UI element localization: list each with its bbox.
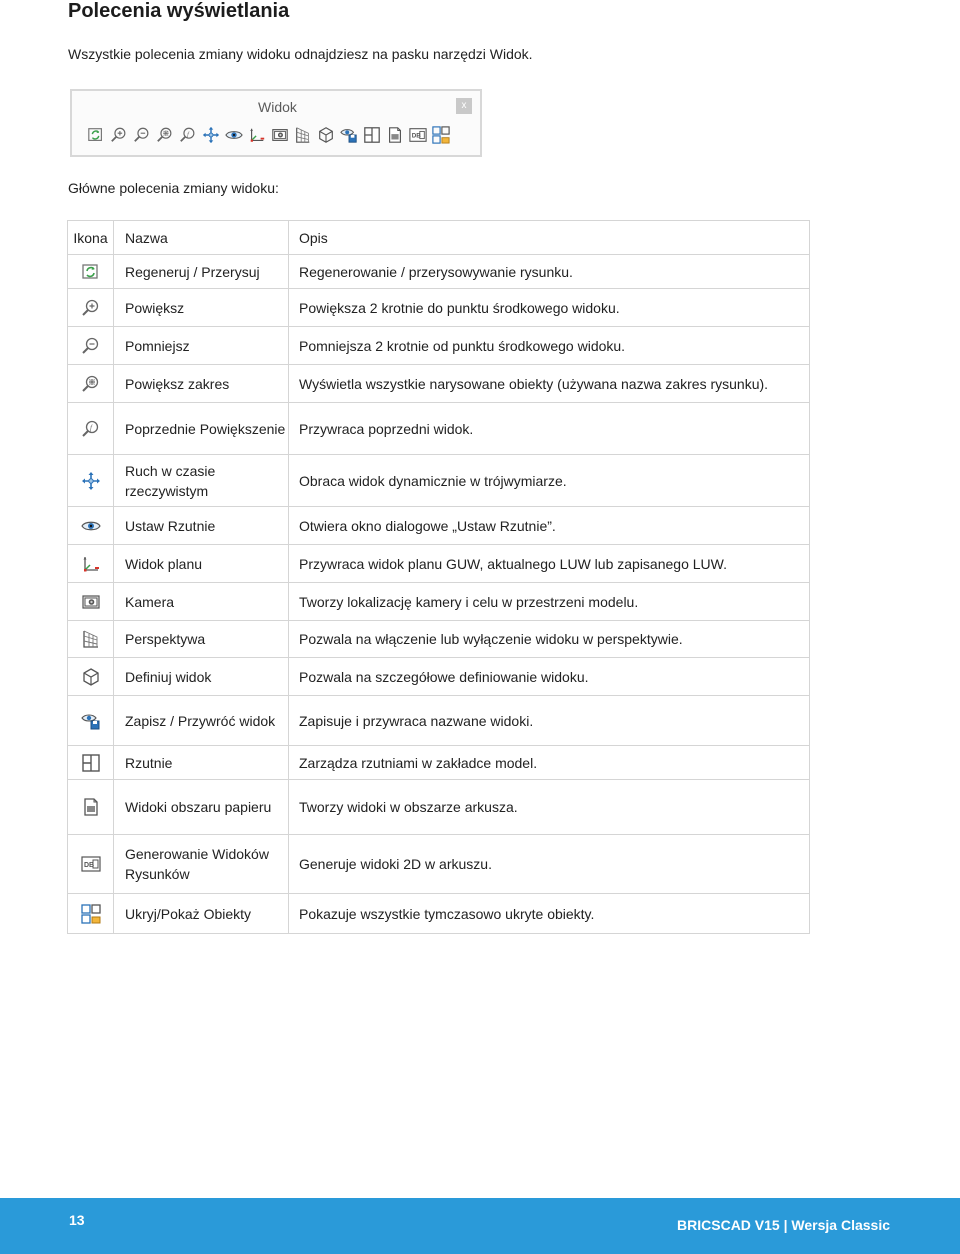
command-description: Zarządza rzutniami w zakładce model.	[289, 746, 810, 780]
command-description: Obraca widok dynamicznie w trójwymiarze.	[289, 455, 810, 507]
save-view-icon	[81, 711, 101, 731]
layout-view-icon	[81, 797, 101, 817]
table-row	[68, 780, 810, 835]
view-eye-icon	[81, 516, 101, 536]
row-icon-cell	[68, 455, 114, 507]
command-name: Perspektywa	[114, 621, 289, 658]
camera-icon	[270, 125, 290, 145]
table-row	[68, 365, 810, 403]
table-row	[68, 327, 810, 365]
table-row	[68, 455, 810, 507]
row-icon-cell	[68, 746, 114, 780]
perspective-icon	[81, 629, 101, 649]
row-icon-cell	[68, 507, 114, 545]
command-description: Pozwala na szczegółowe definiowanie widoku.	[289, 658, 810, 696]
toolbar-icons	[86, 125, 451, 145]
command-name: Ukryj/Pokaż Obiekty	[114, 894, 289, 934]
command-description: Otwiera okno dialogowe „Ustaw Rzutnie”.	[289, 507, 810, 545]
table-row	[68, 255, 810, 289]
table-row	[68, 545, 810, 583]
row-icon-cell	[68, 255, 114, 289]
svg-text:f: f	[187, 130, 189, 138]
toolbar-title: Widok	[258, 99, 297, 115]
command-name: Pomniejsz	[114, 327, 289, 365]
page-footer	[0, 1198, 960, 1254]
command-description: Pokazuje wszystkie tymczasowo ukryte obiekty.	[289, 894, 810, 934]
zoom-previous-icon	[81, 419, 101, 439]
page-title: Polecenia wyświetlania	[68, 0, 290, 22]
command-description: Zapisuje i przywraca nazwane widoki.	[289, 696, 810, 746]
view-toolbar-screenshot	[70, 89, 482, 157]
plan-view-icon	[81, 554, 101, 574]
command-name: Generowanie Widoków Rysunków	[114, 835, 289, 894]
command-name: Widoki obszaru papieru	[114, 780, 289, 835]
row-icon-cell	[68, 365, 114, 403]
header-desc: Opis	[289, 221, 810, 255]
drawing-views-icon	[408, 125, 428, 145]
save-view-icon	[339, 125, 359, 145]
zoom-previous-icon	[178, 125, 198, 145]
command-name: Zapisz / Przywróć widok	[114, 696, 289, 746]
close-icon: x	[456, 98, 472, 114]
product-name: BRICSCAD V15 | Wersja Classic	[677, 1217, 890, 1233]
row-icon-cell	[68, 327, 114, 365]
regen-icon	[81, 262, 101, 282]
row-icon-cell	[68, 894, 114, 934]
command-name: Widok planu	[114, 545, 289, 583]
cube-icon	[81, 667, 101, 687]
table-row	[68, 894, 810, 934]
pan-icon	[201, 125, 221, 145]
row-icon-cell	[68, 658, 114, 696]
command-name: Ustaw Rzutnie	[114, 507, 289, 545]
command-description: Powiększa 2 krotnie do punktu środkowego widoku.	[289, 289, 810, 327]
command-name: Kamera	[114, 583, 289, 621]
command-name: Rzutnie	[114, 746, 289, 780]
row-icon-cell	[68, 696, 114, 746]
svg-text:f: f	[89, 423, 92, 432]
table-row	[68, 658, 810, 696]
section-subheading: Główne polecenia zmiany widoku:	[68, 180, 279, 196]
table-row	[68, 583, 810, 621]
intro-text: Wszystkie polecenia zmiany widoku odnajdziesz na pasku narzędzi Widok.	[68, 46, 533, 62]
cube-icon	[316, 125, 336, 145]
command-description: Pozwala na włączenie lub wyłączenie widoku w perspektywie.	[289, 621, 810, 658]
layout-view-icon	[385, 125, 405, 145]
zoom-in-icon	[109, 125, 129, 145]
row-icon-cell	[68, 621, 114, 658]
table-row	[68, 835, 810, 894]
row-icon-cell	[68, 835, 114, 894]
command-name: Definiuj widok	[114, 658, 289, 696]
command-description: Wyświetla wszystkie narysowane obiekty (używana nazwa zakres rysunku).	[289, 365, 810, 403]
command-description: Tworzy lokalizację kamery i celu w przestrzeni modelu.	[289, 583, 810, 621]
zoom-in-icon	[81, 298, 101, 318]
perspective-icon	[293, 125, 313, 145]
row-icon-cell	[68, 583, 114, 621]
svg-text:DB: DB	[83, 862, 94, 869]
command-name: Powiększ zakres	[114, 365, 289, 403]
table-row	[68, 507, 810, 545]
viewports-icon	[362, 125, 382, 145]
page-number: 13	[69, 1212, 85, 1228]
zoom-out-icon	[81, 336, 101, 356]
hide-objects-icon	[81, 904, 101, 924]
table-header-row	[68, 221, 810, 255]
svg-text:DB: DB	[411, 132, 421, 140]
command-name: Regeneruj / Przerysuj	[114, 255, 289, 289]
zoom-out-icon	[132, 125, 152, 145]
command-description: Regenerowanie / przerysowywanie rysunku.	[289, 255, 810, 289]
command-name: Ruch w czasie rzeczywistym	[114, 455, 289, 507]
view-eye-icon	[224, 125, 244, 145]
viewports-icon	[81, 753, 101, 773]
zoom-extents-icon	[81, 374, 101, 394]
command-description: Pomniejsza 2 krotnie od punktu środkowego widoku.	[289, 327, 810, 365]
row-icon-cell	[68, 403, 114, 455]
command-description: Przywraca poprzedni widok.	[289, 403, 810, 455]
hide-objects-icon	[431, 125, 451, 145]
drawing-views-icon	[81, 854, 101, 874]
header-name: Nazwa	[114, 221, 289, 255]
regen-icon	[86, 125, 106, 145]
camera-icon	[81, 592, 101, 612]
table-row	[68, 403, 810, 455]
table-row	[68, 289, 810, 327]
command-description: Generuje widoki 2D w arkuszu.	[289, 835, 810, 894]
plan-view-icon	[247, 125, 267, 145]
command-name: Powiększ	[114, 289, 289, 327]
table-row	[68, 696, 810, 746]
command-name: Poprzednie Powiększenie	[114, 403, 289, 455]
command-description: Przywraca widok planu GUW, aktualnego LUW lub zapisanego LUW.	[289, 545, 810, 583]
row-icon-cell	[68, 289, 114, 327]
header-icon: Ikona	[68, 221, 114, 255]
zoom-extents-icon	[155, 125, 175, 145]
commands-table	[67, 220, 810, 934]
row-icon-cell	[68, 780, 114, 835]
table-row	[68, 746, 810, 780]
row-icon-cell	[68, 545, 114, 583]
table-row	[68, 621, 810, 658]
pan-icon	[81, 471, 101, 491]
command-description: Tworzy widoki w obszarze arkusza.	[289, 780, 810, 835]
